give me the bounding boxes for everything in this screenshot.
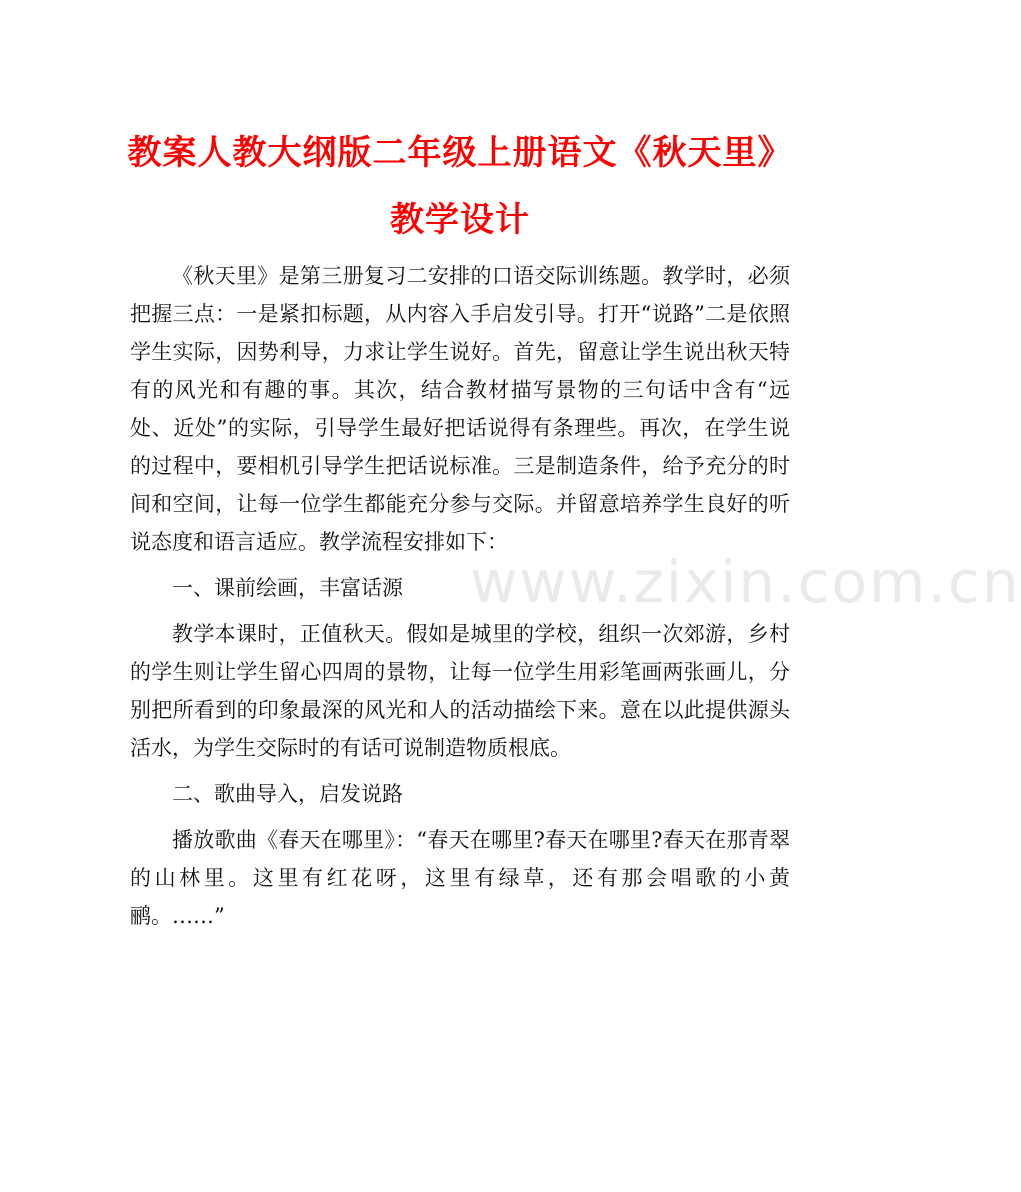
- watermark: www.zixin.com.cn: [470, 548, 1021, 616]
- paragraph-3: 播放歌曲《春天在哪里》：“春天在哪里?春天在哪里?春天在那青翠的山林里。这里有红花呀，这里有绿草，还有那会唱歌的小黄鹂。……”: [130, 828, 790, 928]
- paragraph-2: 教学本课时，正值秋天。假如是城里的学校，组织一次郊游，乡村的学生则让学生留心四周的景物，让每一位学生用彩笔画两张画儿，分别把所看到的印象最深的风光和人的活动描绘下来。意在以此提供源头活水，为学生交际时的有话可说制造物质根底。: [130, 622, 790, 760]
- document-title-line2: 教学设计: [390, 200, 530, 240]
- section-heading-1: 一、课前绘画，丰富话源: [172, 576, 403, 600]
- paragraph-intro: 《秋天里》是第三册复习二安排的口语交际训练题。教学时，必须把握三点：一是紧扣标题，从内容入手启发引导。打开“说路”二是依照学生实际，因势利导，力求让学生说好。首先，留意让学生说出秋天特有的风光和有趣的事。其次，结合教材描写景物的三句话中含有“远处、近处”的实际，引导学生最好把话说得有条理些。再次，在学生说的过程中，要相机引导学生把话说标准。三是制造条件，给予充分的时间和空间，让每一位学生都能充分参与交际。并留意培养学生良好的听说态度和语言适应。教学流程安排如下：: [130, 264, 790, 554]
- document-title-line1: 教案人教大纲版二年级上册语文《秋天里》: [127, 133, 793, 173]
- section-heading-2: 二、歌曲导入，启发说路: [172, 782, 403, 806]
- document-body: [130, 257, 790, 935]
